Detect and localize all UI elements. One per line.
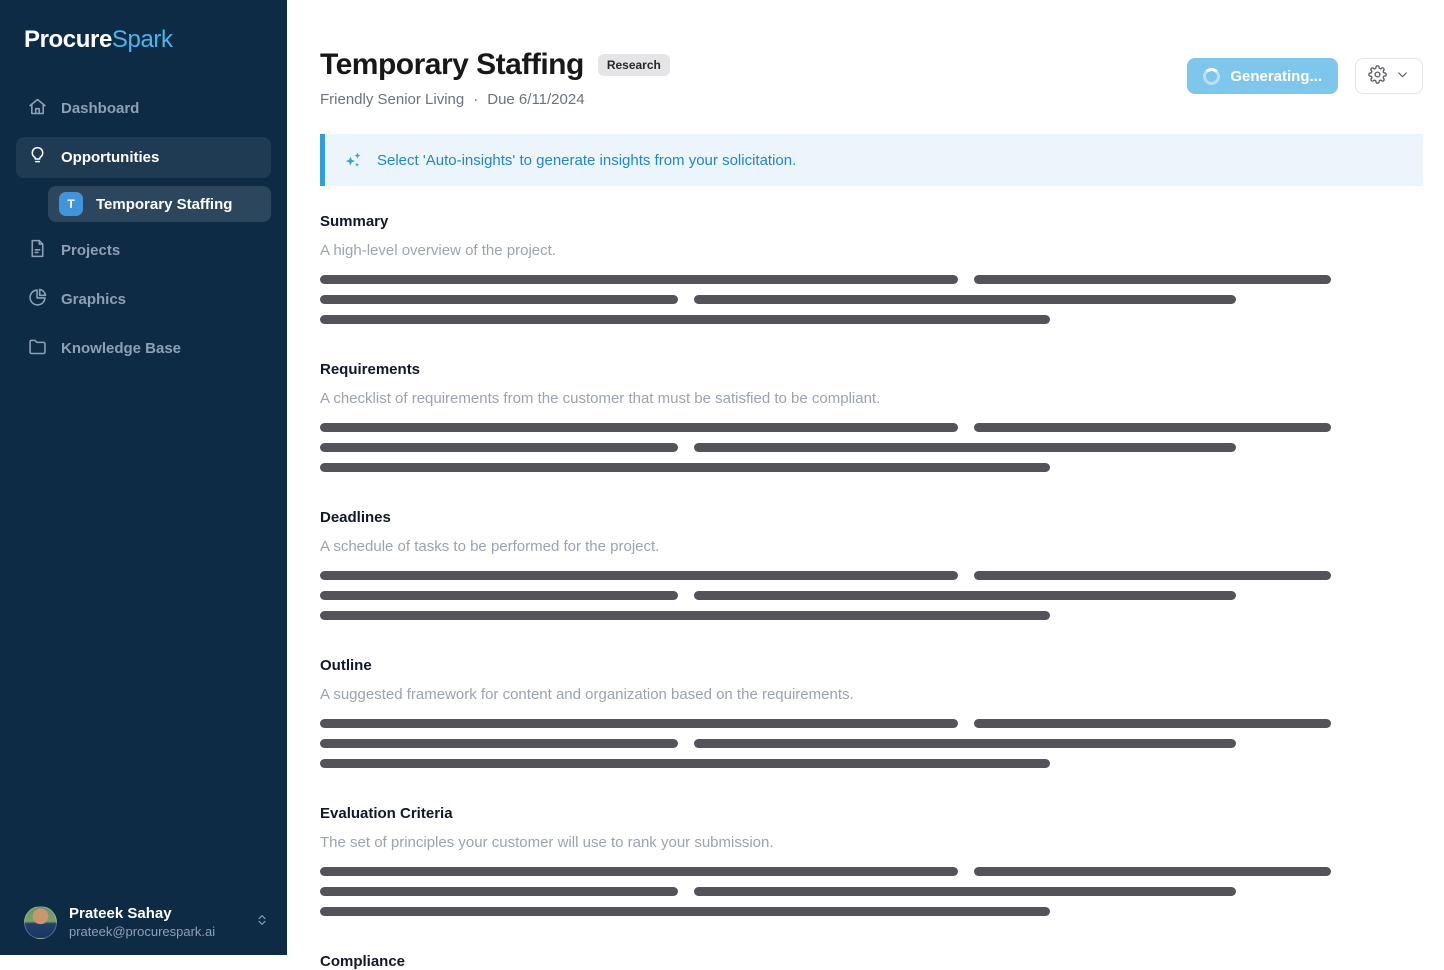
sidebar-nav	[0, 88, 287, 369]
sidebar-item-label: Temporary Staffing	[96, 195, 233, 213]
skeleton-row	[320, 571, 1423, 580]
settings-dropdown-button[interactable]	[1355, 58, 1423, 94]
home-icon	[27, 96, 48, 121]
logo-text-primary: Procure	[24, 26, 112, 53]
sidebar-item-opportunities[interactable]	[16, 137, 271, 178]
skeleton-bar	[320, 867, 958, 876]
skeleton-row	[320, 591, 1423, 600]
user-meta	[69, 905, 243, 939]
gear-icon	[1368, 65, 1387, 87]
auto-insights-banner	[320, 134, 1423, 186]
client-name: Friendly Senior Living	[320, 91, 465, 108]
section-title: Summary	[320, 213, 389, 230]
section-description: The set of principles your customer will use to rank your submission.	[320, 834, 774, 851]
sidebar-item-label: Graphics	[61, 291, 127, 308]
section-evaluation-criteria	[320, 805, 1423, 916]
sidebar-item-graphics[interactable]	[16, 279, 271, 320]
sidebar-item-label: Projects	[61, 242, 121, 259]
skeleton-row	[320, 443, 1423, 452]
skeleton-bar	[320, 739, 678, 748]
header-actions	[1187, 58, 1423, 94]
section-deadlines	[320, 509, 1423, 620]
title-block	[320, 48, 670, 108]
skeleton-bar	[320, 295, 678, 304]
skeleton-row	[320, 759, 1423, 768]
skeleton-row	[320, 719, 1423, 728]
skeleton-bar	[694, 295, 1236, 304]
opportunity-initial-badge: T	[59, 192, 83, 216]
section-compliance	[320, 953, 1423, 970]
skeleton-bar	[320, 571, 958, 580]
skeleton-bar	[320, 463, 1050, 472]
section-title: Evaluation Criteria	[320, 805, 453, 822]
section-summary	[320, 213, 1423, 324]
page-header	[320, 48, 1423, 108]
skeleton-bar	[320, 611, 1050, 620]
skeleton-bar	[320, 443, 678, 452]
skeleton-row	[320, 463, 1423, 472]
page-title: Temporary Staffing	[320, 48, 584, 81]
skeleton-row	[320, 295, 1423, 304]
skeleton-row	[320, 887, 1423, 896]
skeleton-bar	[320, 719, 958, 728]
section-title: Outline	[320, 657, 372, 674]
lightbulb-icon	[27, 145, 48, 170]
generating-button[interactable]	[1187, 58, 1338, 94]
skeleton-bar	[974, 275, 1331, 284]
section-title: Deadlines	[320, 509, 391, 526]
section-description: A checklist of requirements from the customer that must be satisfied to be compliant.	[320, 390, 881, 407]
generating-button-label: Generating...	[1230, 67, 1322, 85]
document-icon	[27, 238, 48, 263]
sparkles-icon	[343, 150, 364, 171]
sidebar-item-knowledge-base[interactable]	[16, 328, 271, 369]
banner-message: Select 'Auto-insights' to generate insights from your solicitation.	[377, 151, 797, 169]
section-description: A high-level overview of the project.	[320, 242, 556, 259]
subtitle-separator: ·	[473, 91, 479, 108]
skeleton-bar	[694, 591, 1236, 600]
skeleton-row	[320, 275, 1423, 284]
section-title: Requirements	[320, 361, 421, 378]
app-logo[interactable]	[0, 0, 287, 88]
skeleton-bar	[320, 275, 958, 284]
status-badge: Research	[598, 54, 670, 76]
folder-icon	[27, 336, 48, 361]
skeleton-bar	[320, 759, 1050, 768]
skeleton-placeholder	[320, 275, 1423, 324]
skeleton-bar	[320, 907, 1050, 916]
skeleton-bar	[320, 423, 958, 432]
avatar	[24, 906, 57, 939]
skeleton-bar	[974, 571, 1331, 580]
skeleton-bar	[320, 887, 678, 896]
skeleton-row	[320, 315, 1423, 324]
skeleton-bar	[694, 443, 1236, 452]
skeleton-bar	[974, 719, 1331, 728]
main-content	[287, 0, 1444, 970]
skeleton-bar	[320, 315, 1050, 324]
skeleton-row	[320, 907, 1423, 916]
skeleton-bar	[974, 867, 1331, 876]
spinner-icon	[1203, 68, 1220, 85]
skeleton-bar	[694, 887, 1236, 896]
section-description: A schedule of tasks to be performed for the project.	[320, 538, 660, 555]
page-subtitle	[320, 91, 670, 108]
skeleton-row	[320, 739, 1423, 748]
skeleton-placeholder	[320, 719, 1423, 768]
sidebar-spacer	[0, 369, 287, 891]
sidebar	[0, 0, 287, 955]
section-title: Compliance	[320, 953, 406, 970]
sidebar-item-dashboard[interactable]	[16, 88, 271, 129]
skeleton-bar	[974, 423, 1331, 432]
sidebar-item-label: Opportunities	[61, 149, 160, 166]
sidebar-item-projects[interactable]	[16, 230, 271, 271]
section-outline	[320, 657, 1423, 768]
sidebar-item-label: Knowledge Base	[61, 340, 182, 357]
section-description: A suggested framework for content and organization based on the requirements.	[320, 686, 854, 703]
due-date: Due 6/11/2024	[487, 91, 585, 108]
skeleton-bar	[320, 591, 678, 600]
section-requirements	[320, 361, 1423, 472]
chevron-up-down-icon	[255, 913, 269, 932]
skeleton-bar	[694, 739, 1236, 748]
logo-text-secondary: Spark	[111, 26, 173, 53]
skeleton-row	[320, 611, 1423, 620]
skeleton-placeholder	[320, 571, 1423, 620]
skeleton-row	[320, 423, 1423, 432]
sidebar-item-temporary-staffing[interactable]	[48, 186, 271, 222]
user-name: Prateek Sahay	[69, 905, 172, 922]
user-email: prateek@procurespark.ai	[69, 924, 216, 939]
user-menu[interactable]	[0, 891, 287, 955]
skeleton-placeholder	[320, 423, 1423, 472]
skeleton-placeholder	[320, 867, 1423, 916]
sidebar-item-label: Dashboard	[61, 100, 140, 117]
skeleton-row	[320, 867, 1423, 876]
pie-chart-icon	[27, 287, 48, 312]
chevron-down-icon	[1395, 67, 1410, 85]
